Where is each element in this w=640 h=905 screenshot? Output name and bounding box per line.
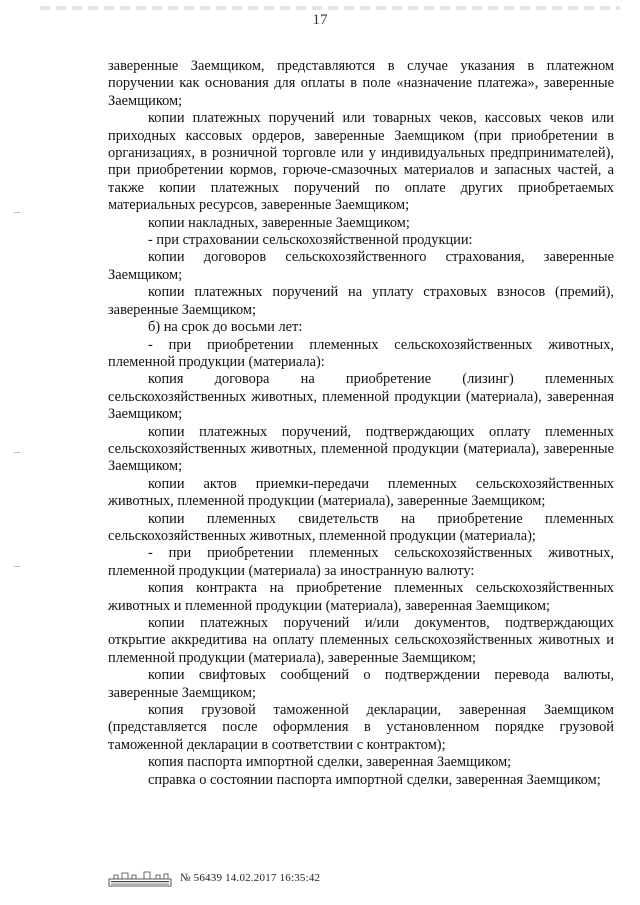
registry-stamp-logo — [108, 869, 172, 887]
paragraph: копия договора на приобретение (лизинг) племенных сельскохозяйственных животных, племенной продукции (материала), заверенная Заемщиком; — [108, 371, 614, 423]
paragraph: б) на срок до восьми лет: — [148, 319, 303, 336]
paragraph: копии свифтовых сообщений о подтверждении перевода валюты, заверенные Заемщиком; — [108, 667, 614, 701]
paragraph: копии платежных поручений и/или документов, подтверждающих открытие аккредитива на оплату племенных сельскохозяйственных животных и племенной продукции (материала), заверенные Заемщиком; — [108, 615, 614, 666]
paragraph: копия паспорта импортной сделки, заверенная Заемщиком; — [148, 754, 512, 771]
margin-mark — [14, 452, 20, 453]
paragraph: копии платежных поручений или товарных чеков, кассовых чеков или приходных кассовых ордеров, заверенные Заемщиком (при приобретении в организациях, в розничной торговле или у индивидуальных предпринимателей), при приобретении кормов, горюче-смазочных материалов и запасных частей, а также копии платежных поручений по оплате других приобретаемых материальных ресурсов, заверенные Заемщиком; — [108, 110, 614, 214]
paragraph: копии платежных поручений, подтверждающих оплату племенных сельскохозяйственных животных, племенной продукции (материала), заверенные Заемщиком; — [108, 423, 614, 475]
paragraph: - при приобретении племенных сельскохозяйственных животных, племенной продукции (материала): — [108, 336, 614, 370]
margin-mark — [14, 566, 20, 567]
paragraph: - при приобретении племенных сельскохозяйственных животных, племенной продукции (материала) за иностранную валюту: — [108, 545, 614, 579]
paragraph: копия грузовой таможенной декларации, заверенная Заемщиком (представляется после оформления в установленном порядке грузовой таможенной декларации в соответствии с контрактом); — [108, 702, 614, 753]
registration-number: № 56439 14.02.2017 16:35:42 — [180, 872, 321, 884]
paragraph: копии договоров сельскохозяйственного страхования, заверенные Заемщиком; — [108, 249, 614, 283]
margin-mark — [14, 212, 20, 213]
page-number: 17 — [312, 12, 328, 28]
paragraph: - при страховании сельскохозяйственной продукции: — [148, 232, 473, 249]
scan-artifact-top — [40, 6, 620, 10]
paragraph: справка о состоянии паспорта импортной сделки, заверенная Заемщиком; — [148, 771, 601, 788]
paragraph: копии платежных поручений на уплату страховых взносов (премий), заверенные Заемщиком; — [108, 284, 614, 318]
document-footer — [108, 868, 408, 888]
paragraph: заверенные Заемщиком, представляются в случае указания в платежном поручении как основания для оплаты в поле «назначение платежа», заверенные Заемщиком; — [108, 58, 614, 109]
paragraph: копии актов приемки-передачи племенных сельскохозяйственных животных, племенной продукции (материала), заверенные Заемщиком; — [108, 475, 614, 510]
document-body — [108, 58, 614, 789]
paragraph: копия контракта на приобретение племенных сельскохозяйственных животных и племенной продукции (материала), заверенная Заемщиком; — [108, 580, 614, 614]
paragraph: копии племенных свидетельств на приобретение племенных сельскохозяйственных животных, племенной продукции (материала); — [108, 510, 614, 544]
paragraph: копии накладных, заверенные Заемщиком; — [148, 214, 410, 231]
